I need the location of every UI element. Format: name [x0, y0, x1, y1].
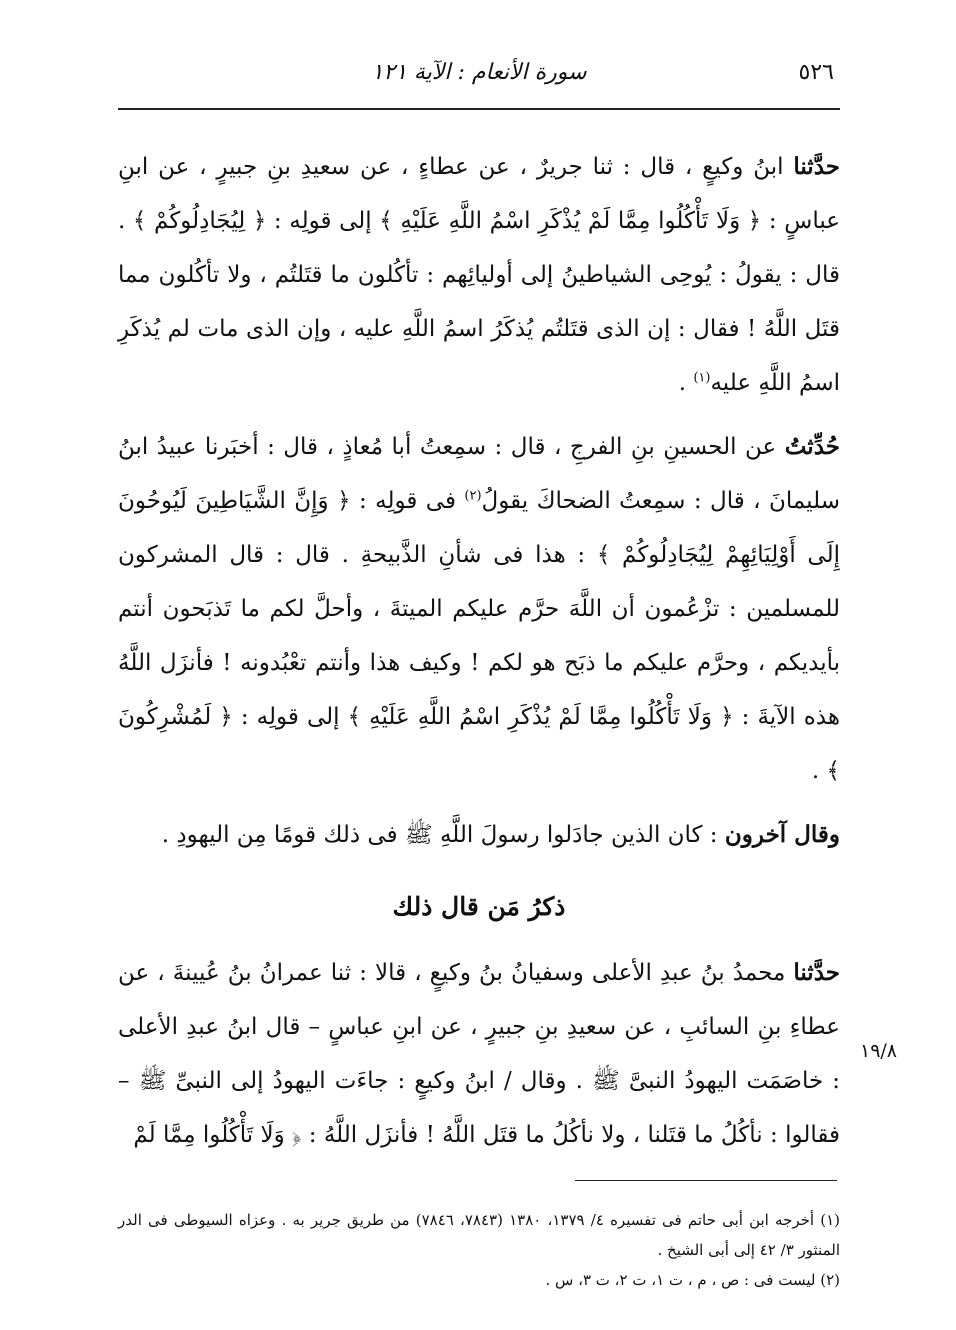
page-number: ٥٢٦ — [798, 60, 834, 85]
main-text — [118, 140, 840, 1162]
marginal-reference: ١٩/٨ — [860, 1040, 898, 1062]
footnotes — [118, 1205, 840, 1295]
paragraph-1 — [118, 140, 840, 410]
paragraph-text: : كان الذين جادَلوا رسولَ اللَّهِ ﷺ فى ذلك قومًا مِن اليهودِ . — [161, 822, 725, 848]
paragraph-text: عن الحسينِ بنِ الفرجِ ، قال : سمِعتُ أبا مُعاذٍ ، قال : أخبَرنا عبيدُ ابنُ سليمانَ ، قال : سمِعتُ الضحاكَ يقولُ — [118, 434, 840, 514]
paragraph-tail: . — [678, 370, 694, 396]
chain-lead: حدَّثنا — [793, 959, 840, 986]
paragraph-tail: فى قولِه : ﴿ وَإِنَّ الشَّيَاطِينَ لَيُوحُونَ إِلَى أَوْلِيَائِهِمْ لِيُجَادِلُوكُمْ ﴾ : هذا فى شأنِ الذَّبيحةِ . قال : قال المشركون للمسلمين : تزْعُمون أن اللَّهَ حرَّم عليكم الميتةَ ، وأحلَّ لكم ما تَذبَحون أنتم بأيديكم ، وحرَّم عليكم ما ذبَح هو لكم ! وكيف هذا وأنتم تعْبُدونه ! فأنزَل اللَّهُ هذه الآيةَ : ﴿ وَلَا تَأْكُلُوا مِمَّا لَمْ يُذْكَرِ اسْمُ اللَّهِ عَلَيْهِ ﴾ إلى قولِه : ﴿ لَمُشْرِكُونَ ﴾ . — [118, 488, 841, 784]
paragraph-text: ابنُ وكيعٍ ، قال : ثنا جريرٌ ، عن عطاءٍ ، عن سعيدِ بنِ جبيرٍ ، عن ابنِ عباسٍ : ﴿ وَلَا تَأْكُلُوا مِمَّا لَمْ يُذْكَرِ اسْمُ اللَّهِ عَلَيْهِ ﴾ إلى قولِه : ﴿ لِيُجَادِلُوكُمْ ﴾ . قال : يقولُ : يُوحِى الشياطينُ إلى أوليائِهم : تأكُلون ما قتَلتُم ، ولا تأكُلون مما قتَل اللَّهُ ! فقال : إن الذى قتَلتُم يُذكَرُ اسمُ اللَّهِ عليه ، وإن الذى مات لم يُذكَرِ اسمُ اللَّهِ عليه — [118, 154, 840, 396]
footnote-1: (١) أخرجه ابن أبى حاتم فى تفسيره ٤/ ١٣٧٩، ١٣٨٠ (٧٨٤٣، ٧٨٤٦) من طريق جرير به . وعزاه السيوطى فى الدر المنثور ٣/ ٤٢ إلى أبى الشيخ . — [118, 1211, 841, 1259]
paragraph-2 — [118, 420, 840, 798]
footnote-marker: (٢) — [464, 488, 482, 504]
chain-lead: حدَّثنا — [793, 153, 840, 180]
footnote-2: (٢) ليست فى : ص ، م ، ت ١، ت ٢، ت ٣، س . — [545, 1271, 840, 1289]
footnote-rule — [575, 1180, 837, 1181]
header-rule — [118, 108, 840, 110]
footnote-marker: (١) — [693, 370, 711, 386]
chain-lead: وقال آخرون — [724, 821, 840, 848]
paragraph-4 — [118, 946, 840, 1162]
paragraph-3 — [118, 808, 840, 862]
section-heading: ذكرُ مَن قال ذلك — [392, 892, 566, 921]
running-header — [118, 52, 840, 102]
running-title: سورة الأنعام : الآية ١٢١ — [371, 60, 587, 85]
chain-lead: حُدِّثتُ — [784, 433, 840, 460]
paragraph-text: محمدُ بنُ عبدِ الأعلى وسفيانُ بنُ وكيعٍ ، قالا : ثنا عمرانُ بنُ عُيينةَ ، عن عطاءِ بنِ السائبِ ، عن سعيدِ بنِ جبيرٍ ، عن ابنِ عباسٍ – قال ابنُ عبدِ الأعلى : خاصَمَت اليهودُ النبىَّ ﷺ . وقال / ابنُ وكيعٍ : جاءَت اليهودُ إلى النبىِّ ﷺ – فقالوا : نأكُلُ ما قتَلنا ، ولا نأكُلُ ما قتَل اللَّهُ ! فأنزَل اللَّهُ : ﴿ وَلَا تَأْكُلُوا مِمَّا لَمْ — [118, 960, 840, 1148]
